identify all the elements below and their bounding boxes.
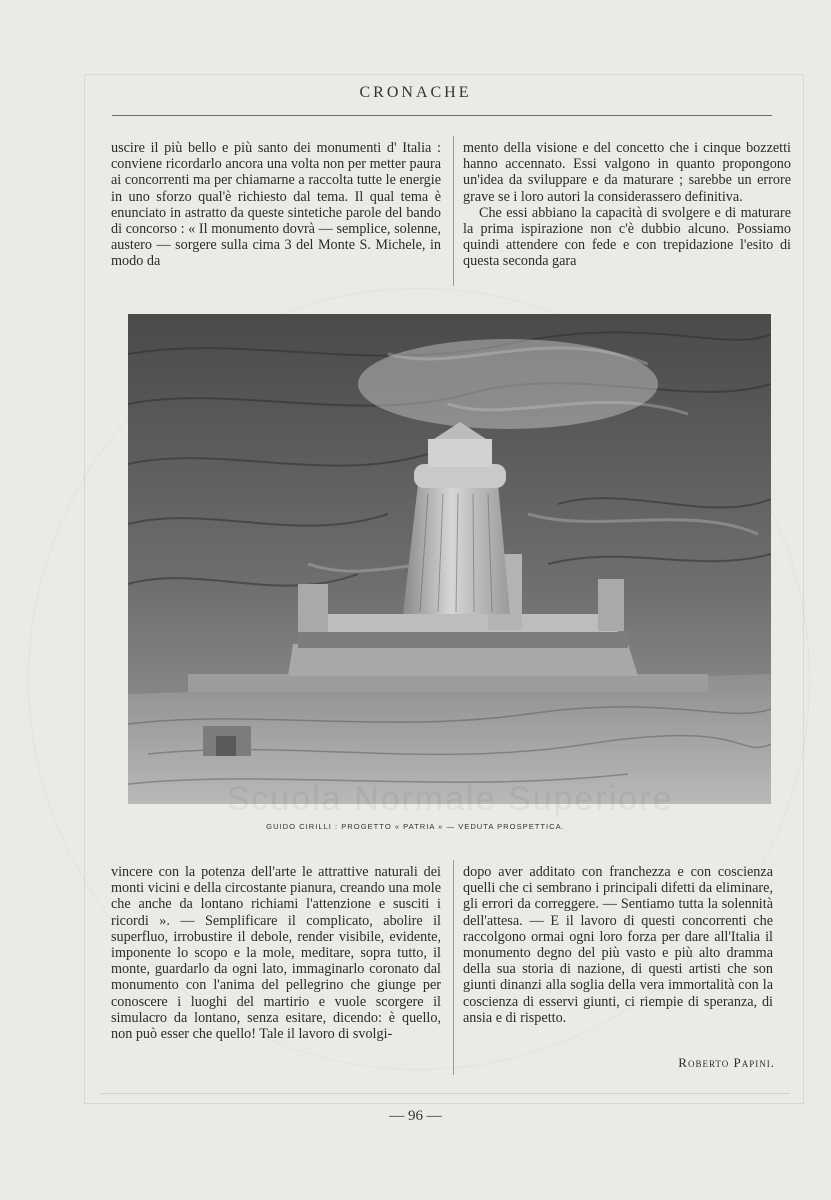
author-signature: Roberto Papini. — [678, 1055, 775, 1070]
paragraph: Che essi abbiano la capacità di svolgere e di maturare la prima ispirazione non c'è dubbio alcuno. Possiamo quindi attendere con fede e con trepidazione l'esito di questa seconda gara — [463, 204, 791, 270]
top-right-column — [463, 140, 791, 270]
column-divider-bottom — [453, 860, 454, 1075]
paragraph: mento della visione e del concetto che i cinque bozzetti hanno accennato. Essi valgono in quanto propongono un'idea da sviluppare e da maturare ; sarebbe un errore grave se i loro autori la considerassero definitiva. — [463, 140, 791, 205]
header-rule — [112, 115, 772, 116]
bottom-left-column — [111, 864, 441, 1042]
footer-rule — [100, 1093, 790, 1094]
bottom-right-column — [463, 864, 773, 1026]
figure-caption: GUIDO CIRILLI : PROGETTO « PATRIA » — VEDUTA PROSPETTICA. — [266, 822, 565, 831]
column-divider-top — [453, 136, 454, 286]
page-number: — 96 — — [389, 1108, 442, 1124]
running-head: CRONACHE — [359, 84, 472, 101]
paragraph: vincere con la potenza dell'arte le attrattive naturali dei monti vicini e della circostante pianura, creando una mole che anche da lontano richiami l'attenzione e susciti i ricordi ». — Semplificare il complicato, abolire il superfluo, irrobustire il debole, render visibile, evidente, imponente lo scopo e la mole, meditare, sopra tutto, il monte, guardarlo da ogni lato, immaginarlo coronato dal monumento con l'anima del pellegrino che giunge per conoscere i luoghi del martirio e vuole scorgere il simulacro da lontano, senza esitare, dicendo: è quello, non può esser che quello! Tale il lavoro di svolgi- — [111, 864, 441, 1043]
monument-illustration — [128, 314, 771, 804]
paragraph: dopo aver additato con franchezza e con coscienza quelli che ci sembrano i principali difetti da eliminare, gli errori da correggere. — Sentiamo tutta la solennità dell'attesa. — E il lavoro di questi concorrenti che raccolgono ormai ogni loro forza per dare all'Italia il monumento degno del più vasto e più alto dramma della sua storia di nazione, di questi artisti che son giunti dinanzi alla soglia della vera immortalità con la coscienza di esservi giunti, ci riempie di speranza, di ansia e di rispetto. — [463, 864, 773, 1026]
paragraph: uscire il più bello e più santo dei monumenti d' Italia : conviene ricordarlo ancora una volta non per metter paura ai concorrenti ma per chiamarne a raccolta tutte le energie in uno sforzo qual'è richiesto dal tema. Il qual tema è enunciato in astratto da queste sintetiche parole del bando di concorso : « Il monumento dovrà — semplice, solenne, austero — sorgere sulla cima 3 del Monte S. Michele, in modo da — [111, 140, 441, 270]
top-left-column — [111, 140, 441, 270]
